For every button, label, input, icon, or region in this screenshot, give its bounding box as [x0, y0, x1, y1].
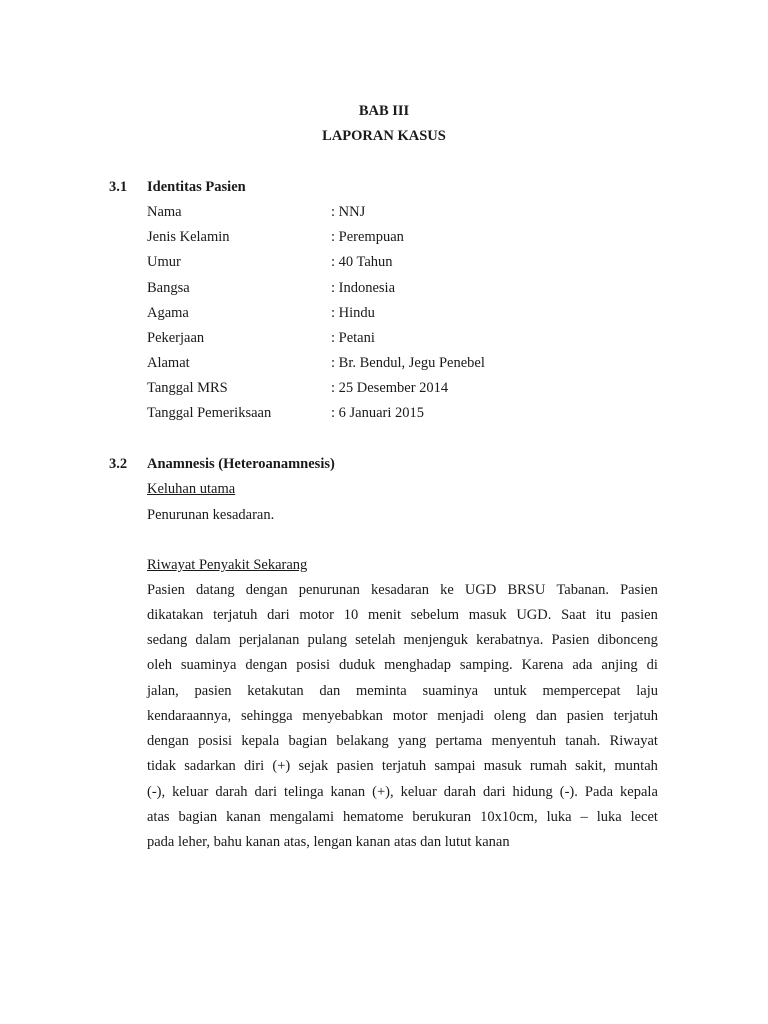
paragraph-line: dikatakan terjatuh dari motor 10 menit sebelum masuk UGD. Saat itu pasien: [147, 607, 658, 623]
paragraph-line: sedang dalam perjalanan pulang setelah menjenguk kerabatnya. Pasien dibonceng: [147, 632, 658, 648]
identity-label: Jenis Kelamin: [147, 229, 230, 245]
section-number: 3.1: [109, 179, 128, 195]
paragraph-line: tidak sadarkan diri (+) sejak pasien terjatuh sampai masuk rumah sakit, muntah: [147, 758, 658, 774]
subheading-keluhan: Keluhan utama: [147, 481, 236, 497]
identity-label: Tanggal MRS: [147, 380, 228, 396]
chapter-title: LAPORAN KASUS: [322, 128, 446, 144]
paragraph-line: dengan posisi kepala bagian belakang yang pertama menyentuh tanah. Riwayat: [147, 733, 658, 749]
subheading-riwayat: Riwayat Penyakit Sekarang: [147, 557, 308, 573]
paragraph-line: Pasien datang dengan penurunan kesadaran ke UGD BRSU Tabanan. Pasien: [147, 582, 658, 598]
identity-value: : Indonesia: [331, 280, 396, 296]
identity-value: : 6 Januari 2015: [331, 405, 425, 421]
identity-label: Bangsa: [147, 280, 190, 296]
identity-value: : NNJ: [331, 204, 366, 220]
keluhan-text: Penurunan kesadaran.: [147, 507, 275, 523]
identity-value: : 40 Tahun: [331, 254, 393, 270]
identity-label: Alamat: [147, 355, 190, 371]
paragraph-line: pada leher, bahu kanan atas, lengan kanan atas dan lutut kanan: [147, 834, 510, 850]
section-title: Anamnesis (Heteroanamnesis): [147, 456, 335, 472]
identity-label: Agama: [147, 305, 189, 321]
identity-label: Pekerjaan: [147, 330, 205, 346]
identity-value: : Hindu: [331, 305, 375, 321]
identity-value: : Perempuan: [331, 229, 404, 245]
paragraph-line: (-), keluar darah dari telinga kanan (+), keluar darah dari hidung (-). Pada kepala: [147, 784, 658, 800]
identity-label: Umur: [147, 254, 181, 270]
paragraph-line: atas bagian kanan mengalami hematome berukuran 10x10cm, luka – luka lecet: [147, 809, 658, 825]
identity-value: : 25 Desember 2014: [331, 380, 449, 396]
paragraph-line: kendaraannya, sehingga menyebabkan motor menjadi oleng dan pasien terjatuh: [147, 708, 658, 724]
paragraph-line: oleh suaminya dengan posisi duduk menghadap samping. Karena ada anjing di: [147, 657, 658, 673]
identity-label: Tanggal Pemeriksaan: [147, 405, 272, 421]
paragraph-line: jalan, pasien ketakutan dan meminta suaminya untuk mempercepat laju: [147, 683, 658, 699]
identity-value: : Br. Bendul, Jegu Penebel: [331, 355, 485, 371]
identity-value: : Petani: [331, 330, 375, 346]
chapter-heading: BAB III: [358, 103, 410, 119]
section-number: 3.2: [109, 456, 128, 472]
section-title: Identitas Pasien: [147, 179, 246, 195]
identity-label: Nama: [147, 204, 182, 220]
